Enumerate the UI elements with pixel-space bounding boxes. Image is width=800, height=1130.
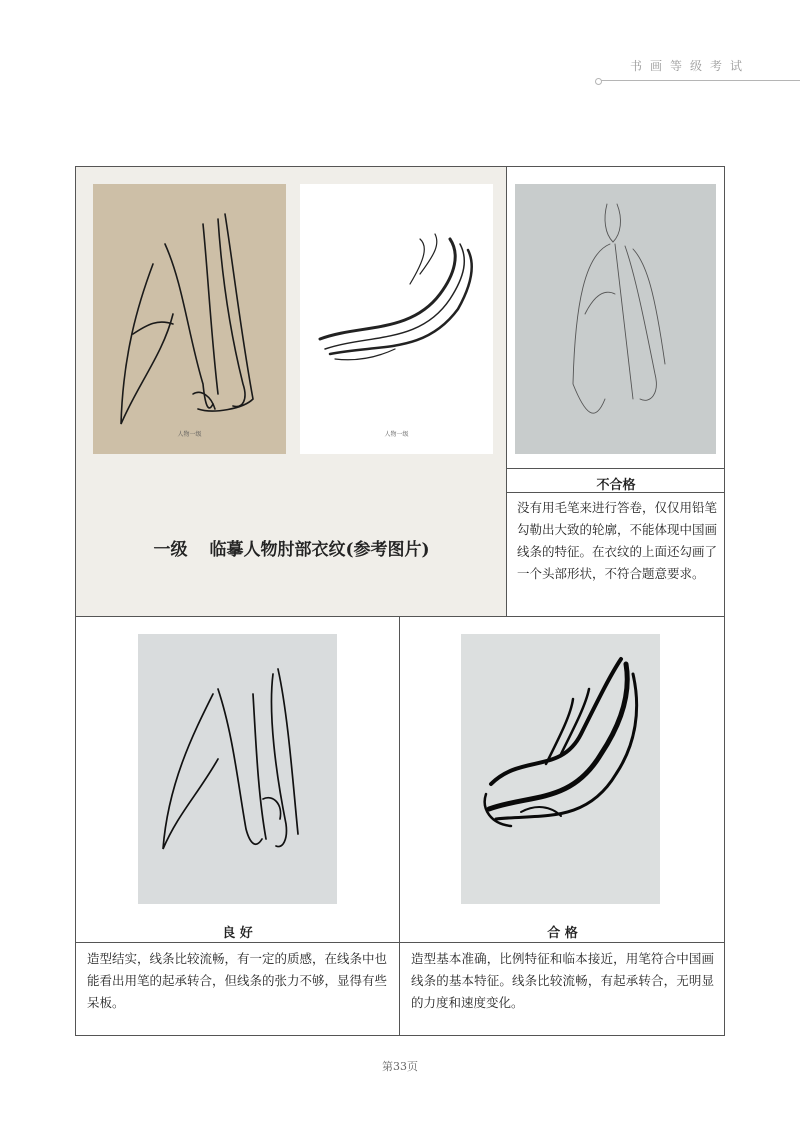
pass-label: 合 格 <box>547 926 578 941</box>
reference-title-text: 临摹人物肘部衣纹(参考图片) <box>209 540 430 560</box>
good-label-rule <box>76 942 400 943</box>
reference-title <box>76 535 507 560</box>
pass-description: 造型基本准确，比例特征和临本接近，用笔符合中国画线条的基本特征。线条比较流畅，有起承转合，无明显的力度和速度变化。 <box>411 951 714 1010</box>
sleeve-drawing <box>93 184 286 454</box>
reference-panel <box>76 167 507 616</box>
fail-label-bottom-rule <box>507 492 725 493</box>
sleeve-drawing <box>138 634 337 904</box>
pencil-sketch <box>515 184 716 454</box>
reference-image-brush-sketch <box>93 184 286 454</box>
good-description: 造型结实，线条比较流畅，有一定的质感，在线条中也能看出用笔的起承转合，但线条的张力不够，显得有些呆板。 <box>87 951 388 1010</box>
pass-label-rule <box>400 942 725 943</box>
fail-label-top-rule <box>507 468 725 469</box>
fail-label: 不合格 <box>596 478 636 493</box>
fail-description: 没有用毛笔来进行答卷，仅仅用铅笔勾勒出大致的轮廓，不能体现中国画线条的特征。在衣纹的上面还勾画了一个头部形状，不符合题意要求。 <box>517 500 718 581</box>
header-rule <box>600 80 800 81</box>
good-sample-image <box>138 634 337 904</box>
sleeve-drawing <box>300 184 493 454</box>
header-title: 书画等级考试 <box>629 59 750 73</box>
page-number: 第33页 <box>382 1060 418 1073</box>
reference-image-ink-drawing <box>300 184 493 454</box>
ink-drawing <box>461 634 660 904</box>
reference-title-level: 一级 <box>153 540 188 560</box>
image-caption: 人物一级 <box>177 431 202 438</box>
bottom-divider <box>399 616 400 1036</box>
pass-sample-image <box>461 634 660 904</box>
good-label: 良 好 <box>222 926 253 941</box>
image-caption: 人物一级 <box>384 431 409 438</box>
fail-sample-image <box>515 184 716 454</box>
